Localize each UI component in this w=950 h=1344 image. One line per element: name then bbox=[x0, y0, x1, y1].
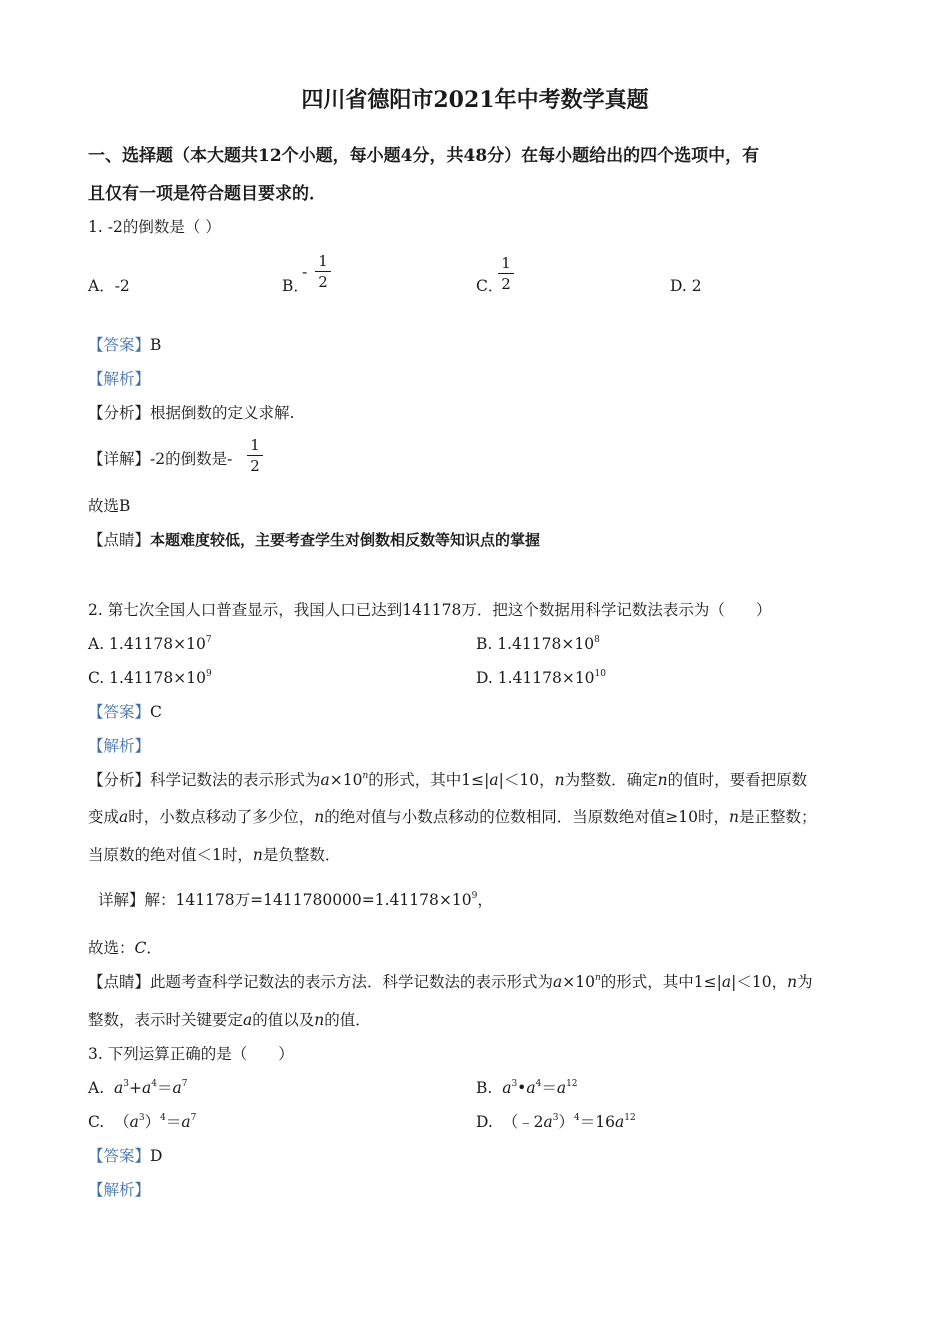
text: 为整数．确定 bbox=[564, 771, 658, 789]
var-n: n bbox=[554, 771, 565, 789]
q1-option-b-fraction bbox=[315, 252, 331, 291]
text: 时，小数点移动了多少位， bbox=[128, 808, 315, 826]
q2-choose bbox=[88, 938, 162, 958]
q1-option-b-sign: - bbox=[302, 263, 308, 281]
q2-analysis-tag bbox=[88, 736, 150, 756]
var-n: n bbox=[314, 1011, 325, 1029]
answer-value: D bbox=[150, 1147, 163, 1165]
var-a: a bbox=[721, 973, 732, 991]
q3-option-a: A. $a^3+a^4=a^7$ bbox=[88, 1079, 188, 1097]
option-label: B. bbox=[476, 1079, 493, 1097]
q2-option-d bbox=[476, 668, 606, 688]
text: ×10 bbox=[329, 771, 363, 789]
var-n: n bbox=[252, 846, 263, 864]
q1-option-b-label: B． bbox=[282, 277, 309, 295]
text: 当原数的绝对值＜1时， bbox=[88, 846, 253, 864]
option-label: D. bbox=[476, 1113, 493, 1131]
var-a: a bbox=[119, 808, 129, 826]
q1-option-d: D. 2 bbox=[670, 277, 702, 295]
text: 的形式，其中1≤| bbox=[600, 973, 722, 991]
q3-option-b: B. $a^3•a^4=a^{12}$ bbox=[476, 1079, 578, 1097]
q2-fenxi-line1 bbox=[88, 770, 807, 790]
text: 是正整数； bbox=[738, 808, 817, 826]
var-n: n bbox=[595, 973, 601, 983]
analysis-tag: 【解析】 bbox=[88, 737, 151, 755]
q1-detail bbox=[88, 449, 232, 469]
q3-option-c: C. $(a^3)^4=a^7$ bbox=[88, 1113, 197, 1131]
text: 故选： bbox=[88, 939, 135, 957]
q2-comment-line1 bbox=[88, 972, 813, 992]
answer-tag: 【答案】 bbox=[88, 703, 151, 721]
q3-analysis-tag bbox=[88, 1180, 150, 1200]
q3-answer bbox=[88, 1146, 162, 1166]
var-n: n bbox=[787, 973, 798, 991]
var-a: a bbox=[553, 973, 563, 991]
fraction-numerator: 1 bbox=[318, 252, 328, 270]
text: |＜10， bbox=[498, 771, 555, 789]
q2-option-b bbox=[476, 634, 600, 654]
text: 的值以及 bbox=[252, 1011, 315, 1029]
comment-text: 本题难度较低，主要考查学生对倒数相反数等知识点的掌握 bbox=[150, 531, 541, 549]
text: ×10 bbox=[562, 973, 595, 991]
section-heading-line1: 一、选择题（本大题共12个小题，每小题4分，共48分）在每小题给出的四个选项中，有 bbox=[88, 146, 760, 166]
text: ． bbox=[146, 939, 162, 957]
text: 科学记数法的表示形式为 bbox=[150, 771, 321, 789]
fraction-bar bbox=[498, 273, 514, 274]
answer-value: B bbox=[150, 336, 162, 354]
option-text: A. 1.41178×10 bbox=[88, 635, 206, 653]
text: 变成 bbox=[88, 808, 120, 826]
text: 是负整数． bbox=[262, 846, 341, 864]
page-title: 四川省德阳市2021年中考数学真题 bbox=[301, 87, 649, 113]
var-a: a bbox=[243, 1011, 253, 1029]
exponent: 8 bbox=[594, 635, 600, 645]
q2-answer bbox=[88, 702, 162, 722]
var-n: n bbox=[657, 771, 668, 789]
analysis-tag: 【解析】 bbox=[88, 370, 151, 388]
option-text: C. 1.41178×10 bbox=[88, 669, 206, 687]
detail-tag: 【详解】 bbox=[88, 450, 151, 468]
q1-analysis-tag bbox=[88, 369, 150, 389]
q2-fenxi-line3 bbox=[88, 845, 340, 865]
comment-tag: 【点睛】 bbox=[88, 973, 151, 991]
text: 的值． bbox=[324, 1011, 371, 1029]
var-n: n bbox=[728, 808, 739, 826]
option-text: D. 1.41178×10 bbox=[476, 669, 595, 687]
q1-answer bbox=[88, 335, 161, 355]
q2-fenxi-line2 bbox=[88, 807, 816, 827]
detail-text: -2的倒数是- bbox=[150, 450, 233, 468]
option-label: C. bbox=[88, 1113, 105, 1131]
fraction-denominator: 2 bbox=[318, 273, 328, 291]
exponent: 9 bbox=[205, 669, 212, 679]
var-a: a bbox=[320, 771, 330, 789]
q1-option-a: A．-2 bbox=[88, 277, 130, 295]
q2-detail bbox=[98, 890, 493, 910]
q2-comment-line2 bbox=[88, 1010, 371, 1030]
q2-stem: 2. 第七次全国人口普查显示，我国人口已达到141178万．把这个数据用科学记数法表示为（ ） bbox=[88, 601, 772, 619]
text: 此题考查科学记数法的表示方法．科学记数法的表示形式为 bbox=[150, 973, 554, 991]
analysis-tag: 【解析】 bbox=[88, 1181, 151, 1199]
choice: C bbox=[134, 939, 147, 957]
var-n: n bbox=[314, 808, 325, 826]
text: ， bbox=[477, 891, 493, 909]
comment-tag: 【点睛】 bbox=[88, 531, 151, 549]
q3-option-d: D. $(﹣2a^3)^4=16a^{12}$ bbox=[476, 1113, 636, 1131]
q1-comment bbox=[88, 530, 540, 550]
q1-stem: 1. -2的倒数是（ ） bbox=[88, 218, 221, 236]
fraction-bar bbox=[247, 455, 263, 456]
section-heading-line2: 且仅有一项是符合题目要求的． bbox=[88, 184, 326, 204]
exponent: 7 bbox=[205, 635, 212, 645]
q1-option-c-label: C． bbox=[476, 277, 504, 295]
text: 的绝对值与小数点移动的位数相同．当原数绝对值≥10时， bbox=[324, 808, 729, 826]
text: 的值时，要看把原数 bbox=[667, 771, 808, 789]
answer-tag: 【答案】 bbox=[88, 336, 151, 354]
fenxi-text: 根据倒数的定义求解. bbox=[150, 404, 295, 422]
text: 的形式，其中1≤| bbox=[368, 771, 490, 789]
exponent: 10 bbox=[594, 669, 606, 679]
q2-option-c bbox=[88, 668, 212, 688]
fraction-numerator: 1 bbox=[250, 436, 260, 454]
fenxi-tag: 【分析】 bbox=[88, 404, 151, 422]
option-label: A. bbox=[88, 1079, 105, 1097]
option-text: B. 1.41178×10 bbox=[476, 635, 595, 653]
q1-detail-fraction bbox=[247, 436, 263, 475]
q1-choose: 故选B bbox=[88, 497, 131, 515]
text: |＜10， bbox=[731, 973, 788, 991]
fraction-bar bbox=[315, 271, 331, 272]
fraction-denominator: 2 bbox=[501, 275, 511, 293]
text: 整数，表示时关键要定 bbox=[88, 1011, 244, 1029]
text: 为 bbox=[797, 973, 813, 991]
fenxi-tag: 【分析】 bbox=[88, 771, 151, 789]
q1-fenxi bbox=[88, 403, 294, 423]
exponent: 9 bbox=[471, 891, 478, 901]
fraction-numerator: 1 bbox=[501, 254, 511, 272]
answer-tag: 【答案】 bbox=[88, 1147, 151, 1165]
var-n: n bbox=[362, 771, 369, 781]
q3-stem: 3. 下列运算正确的是（ ） bbox=[88, 1045, 294, 1063]
var-a: a bbox=[489, 771, 499, 789]
q2-option-a bbox=[88, 634, 212, 654]
fraction-denominator: 2 bbox=[250, 457, 260, 475]
answer-value: C bbox=[150, 703, 162, 721]
q1-option-c-fraction bbox=[498, 254, 514, 293]
detail-text: 详解】解：141178万=1411780000=1.41178×10 bbox=[98, 891, 472, 909]
